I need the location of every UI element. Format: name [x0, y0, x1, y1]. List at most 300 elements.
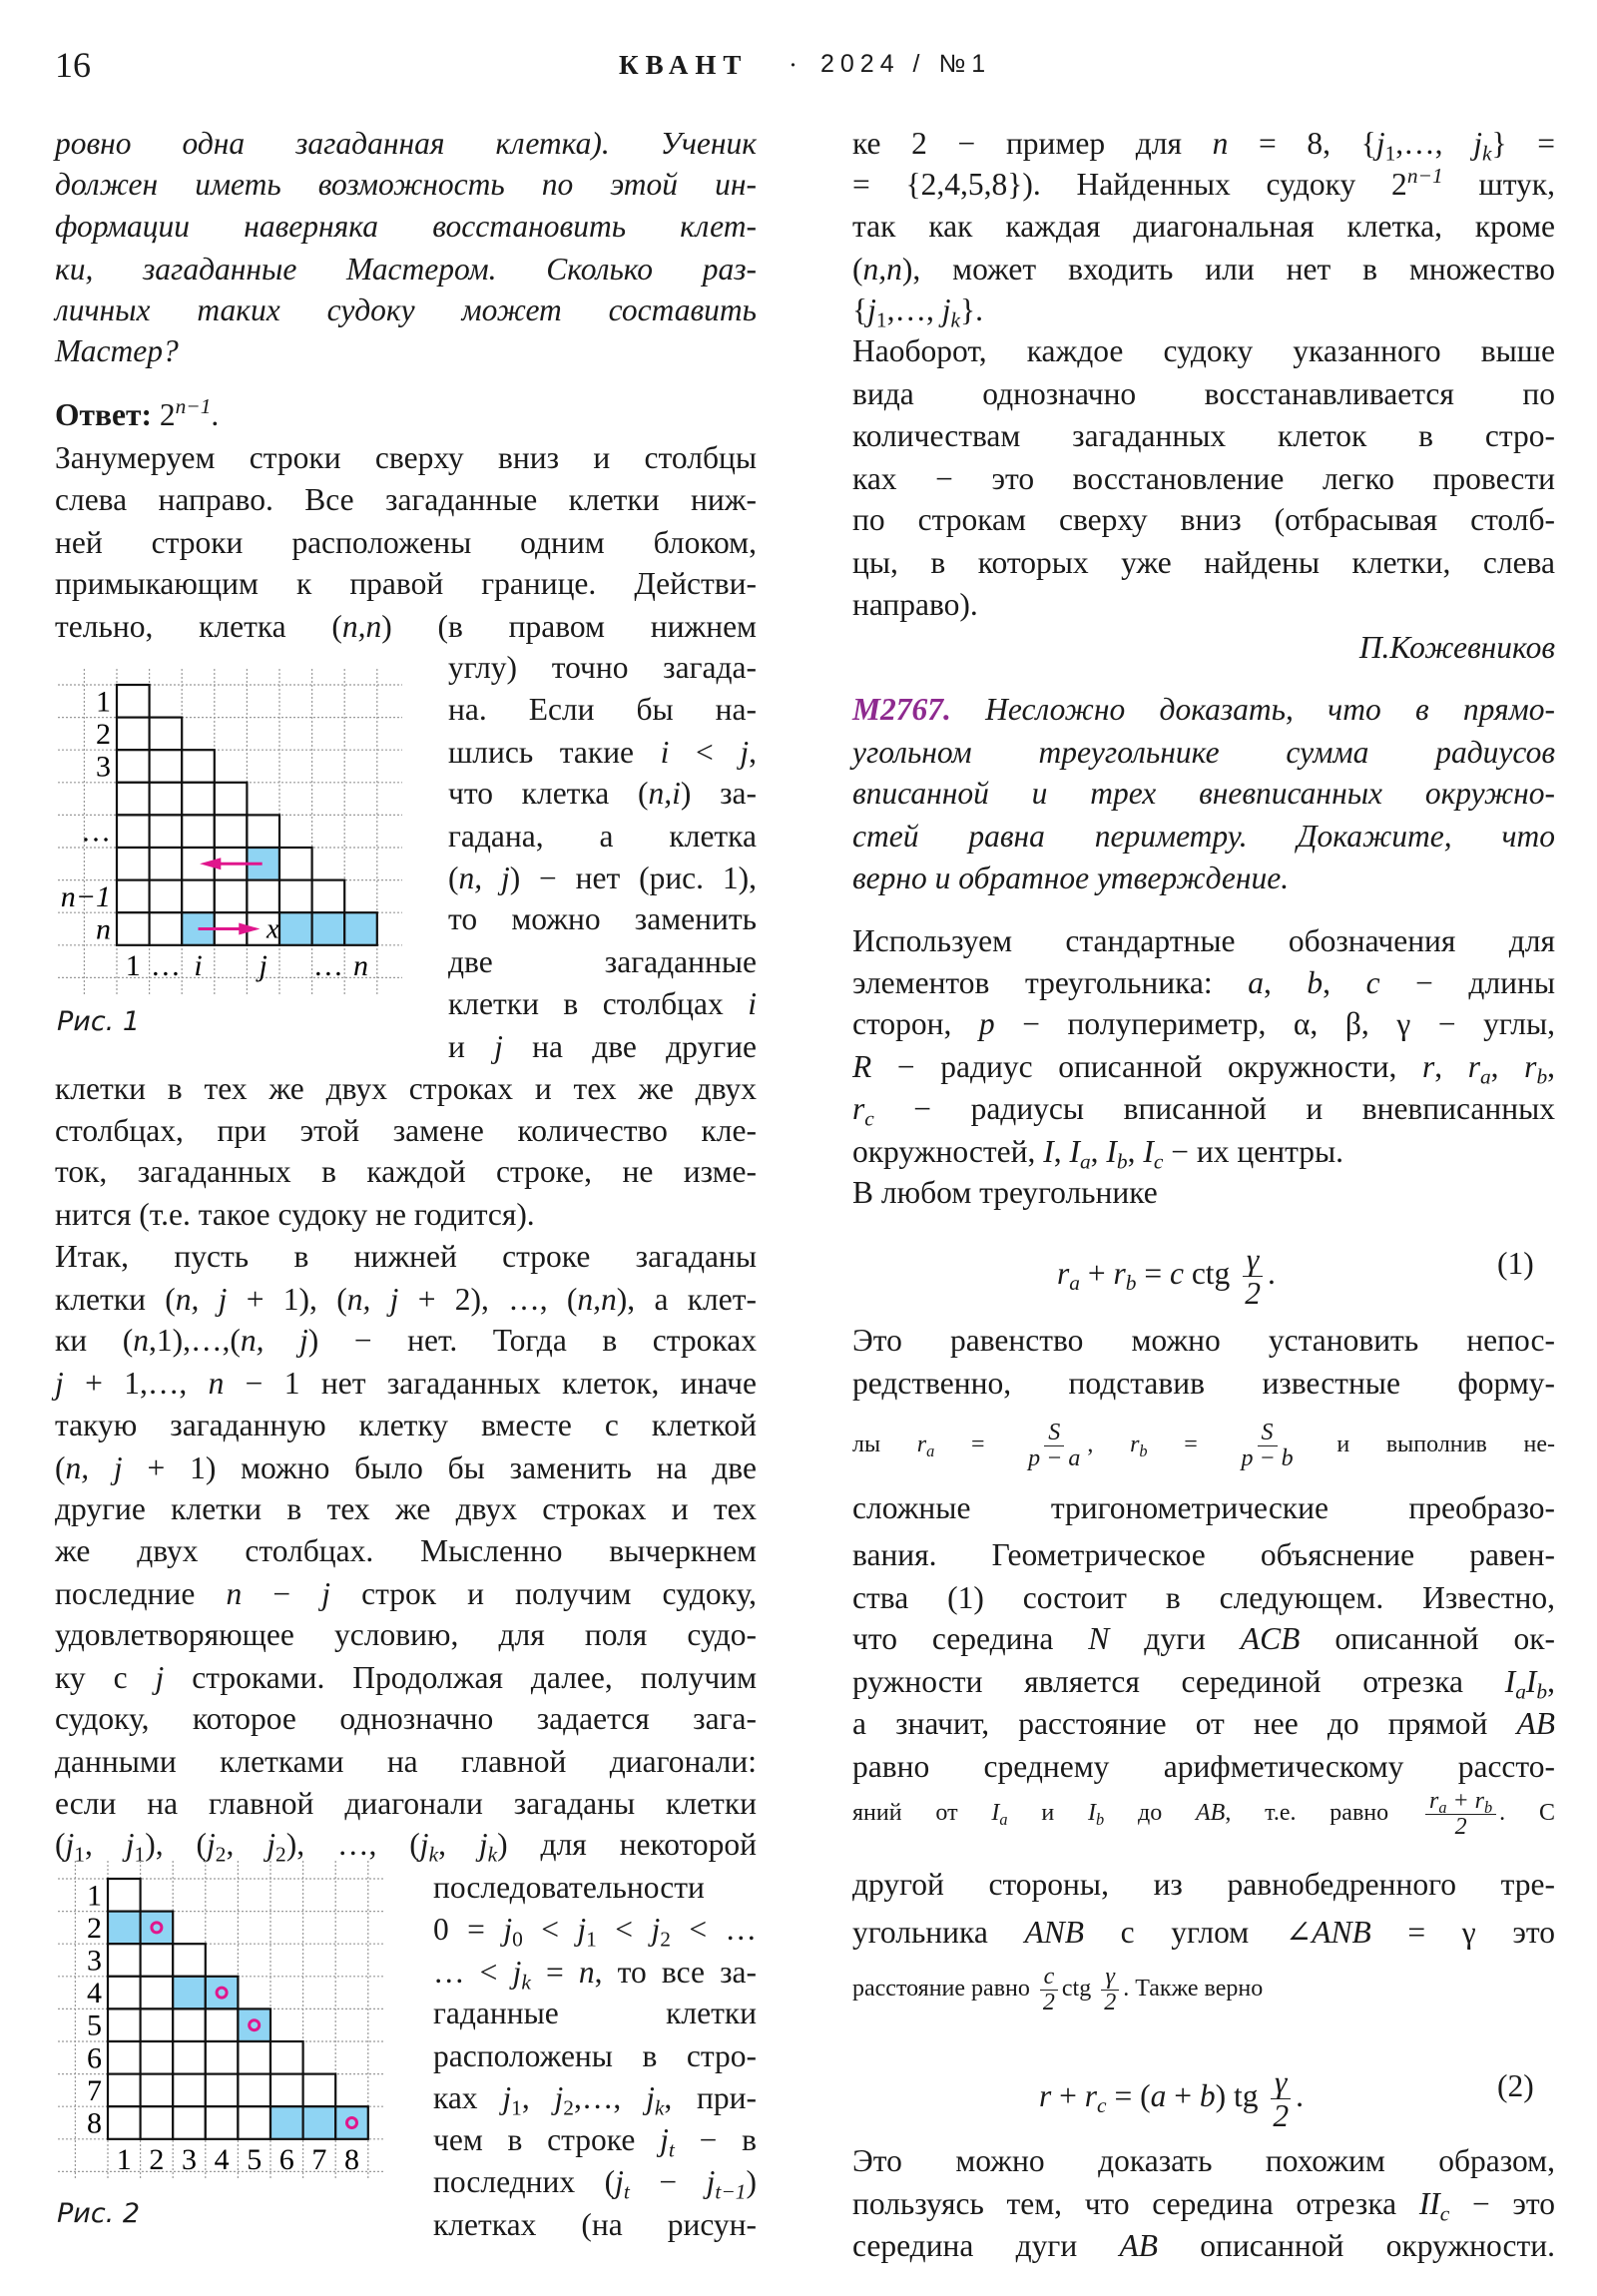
- text-segment: =: [1136, 1255, 1170, 1291]
- math-italic: r: [1130, 1432, 1140, 1458]
- grid-cell: [173, 2106, 206, 2139]
- fraction-denominator: [1024, 1446, 1084, 1471]
- math-italic: b: [1199, 2077, 1216, 2113]
- math-italic: j: [577, 1911, 587, 1947]
- grid-cell: [206, 2106, 239, 2139]
- text-line: [852, 249, 1555, 290]
- superscript: n−1: [1406, 164, 1443, 189]
- fraction-denominator: [1241, 1277, 1265, 1310]
- subscript: b: [1484, 1797, 1493, 1817]
- text-segment: ,: [1127, 1133, 1144, 1169]
- grid-cell: [141, 1912, 174, 1945]
- math-italic: c: [1365, 964, 1380, 1000]
- text-line: [852, 584, 1555, 626]
- text-segment: формации наверняка восстановить клет-: [55, 208, 757, 244]
- subscript: a: [1079, 1149, 1091, 1174]
- subscript: b: [1536, 1679, 1548, 1704]
- subscript: 1: [134, 1842, 146, 1867]
- text-line: [852, 773, 1555, 815]
- text-line: [852, 1618, 1555, 1660]
- equation-number-1: (1): [1497, 1246, 1534, 1281]
- math-italic: I: [1106, 1133, 1117, 1169]
- text-line: [852, 1088, 1555, 1130]
- subscript: a: [999, 1809, 1008, 1829]
- text-segment: , т.е. равно: [1225, 1799, 1422, 1826]
- text-segment: ): [746, 2163, 757, 2199]
- text-segment: расстояние равно: [852, 1976, 1036, 2003]
- text-segment: + 1) можно было бы заменить на две: [122, 1449, 757, 1485]
- text-line: [55, 1279, 757, 1321]
- text-segment: ,: [1547, 1664, 1555, 1700]
- grid-cell: [150, 815, 183, 848]
- grid-cell: [141, 1977, 174, 2009]
- text-segment: S: [1048, 1419, 1061, 1445]
- text-line: [433, 2077, 757, 2119]
- row-label: 2: [96, 717, 111, 751]
- text-segment: 2: [1245, 1276, 1261, 1312]
- text-segment: количествам загаданных клеток в стро-: [852, 417, 1555, 453]
- text-line: [55, 1151, 757, 1193]
- row-label: 5: [87, 2009, 102, 2042]
- fraction-denominator: [1100, 1991, 1120, 2015]
- subscript: 2: [215, 1842, 227, 1867]
- text-segment: строками. Продолжая далее, получим: [164, 1659, 758, 1695]
- text-line: [852, 1577, 1555, 1619]
- text-segment: что середина: [852, 1621, 1089, 1657]
- column-label: 8: [344, 2142, 359, 2176]
- text-segment: <: [522, 1911, 578, 1947]
- math-italic: j: [651, 1911, 661, 1947]
- text-segment: (: [55, 1827, 66, 1863]
- text-line: [433, 1909, 757, 1951]
- column-label: …: [312, 948, 343, 982]
- text-line: [852, 1787, 1555, 1840]
- text-line: [852, 1003, 1555, 1045]
- text-line: [852, 1661, 1555, 1703]
- math-italic: i: [660, 734, 670, 770]
- math-italic: c: [1169, 1255, 1184, 1291]
- grid-cell: [215, 783, 248, 816]
- grid-cell: [238, 2074, 270, 2107]
- text-line: [433, 1952, 757, 1994]
- text-segment: (: [55, 1449, 66, 1485]
- math-italic: n,i: [648, 776, 681, 812]
- math-italic: j: [660, 2122, 669, 2158]
- column-label: i: [194, 948, 203, 982]
- math-italic: j: [266, 1827, 276, 1863]
- text-segment: ней строки расположены одним блоком,: [55, 524, 757, 560]
- grid-cell: [335, 2106, 368, 2139]
- text-line: [55, 522, 757, 564]
- grid-cell: [150, 880, 183, 913]
- math-italic: j: [1375, 125, 1385, 161]
- grid-cell: [279, 880, 312, 913]
- math-italic: r: [1039, 2077, 1052, 2113]
- text-segment: <: [669, 734, 741, 770]
- text-segment: p − b: [1241, 1445, 1294, 1472]
- text-segment: , при-: [664, 2079, 757, 2115]
- figure-2-caption: Рис. 2: [57, 2198, 141, 2229]
- column-label: 1: [116, 2142, 132, 2176]
- text-line: [55, 1236, 757, 1278]
- subscript: b: [1139, 1441, 1148, 1461]
- grid-cell: [279, 848, 312, 880]
- text-line: [448, 858, 757, 899]
- math-italic: j: [512, 1954, 522, 1990]
- subscript: b: [1125, 1271, 1137, 1296]
- grid-cell: [150, 750, 183, 783]
- grid-cell: [150, 783, 183, 816]
- subscript: a: [926, 1441, 935, 1461]
- text-segment: вания. Геометрическое объяснение равен-: [852, 1537, 1555, 1572]
- text-segment: клетки в тех же двух строках и тех же двух: [55, 1071, 757, 1107]
- math-italic: П.Кожевников: [1358, 629, 1555, 665]
- text-segment: ), …, (: [285, 1827, 420, 1863]
- text-line: [852, 920, 1555, 962]
- math-italic: j: [615, 2163, 624, 2199]
- column-label: j: [259, 948, 267, 982]
- text-segment: γ: [1275, 2064, 1288, 2099]
- text-segment: −: [629, 2163, 707, 2199]
- math-italic: r: [1524, 1049, 1537, 1085]
- math-italic: r: [852, 1090, 865, 1126]
- text-line: [55, 1447, 757, 1489]
- subscript: t: [668, 2137, 675, 2162]
- fraction-numerator: [1425, 1789, 1496, 1815]
- text-segment: личных таких судоку может составить: [55, 292, 757, 327]
- text-line: [448, 773, 757, 815]
- math-italic: a: [1150, 2077, 1167, 2113]
- row-label: 7: [87, 2073, 102, 2107]
- text-segment: ) за-: [680, 776, 758, 812]
- text-segment: последних (: [433, 2163, 616, 2199]
- grid-cell: [173, 1977, 206, 2009]
- text-segment: + 2), …, (: [398, 1281, 578, 1317]
- text-line: [852, 2225, 1555, 2267]
- text-segment: ,: [1490, 1049, 1525, 1085]
- text-segment: .: [1267, 1255, 1276, 1291]
- column-label: …: [150, 948, 181, 982]
- text-segment: + 1,…,: [63, 1366, 209, 1402]
- subscript: 1: [74, 1842, 85, 1867]
- text-line: [852, 415, 1555, 457]
- text-segment: ,: [1087, 1432, 1131, 1458]
- text-line: [448, 983, 757, 1025]
- math-italic: n, j: [346, 1281, 399, 1317]
- grid-cell: [182, 815, 215, 848]
- text-segment: ,: [749, 734, 757, 770]
- grid-cell: [150, 718, 183, 751]
- text-segment: S: [1261, 1419, 1274, 1445]
- text-segment: {: [852, 292, 868, 327]
- text-segment: .: [1296, 2077, 1304, 2113]
- row-label: n: [96, 912, 111, 946]
- subscript: k: [487, 1842, 498, 1867]
- text-segment: редственно, подставив известные форму-: [852, 1366, 1555, 1402]
- subscript: t−1: [715, 2179, 747, 2204]
- fraction-numerator: [1044, 1421, 1064, 1446]
- text-segment: ,1),…,(: [148, 1323, 241, 1359]
- grid-cell: [117, 912, 150, 945]
- text-segment: последние: [55, 1575, 227, 1611]
- text-segment: другой стороны, из равнобедренного тре-: [852, 1867, 1555, 1903]
- fraction-numerator: [1243, 1243, 1263, 1277]
- text-segment: то можно заменить: [448, 901, 757, 937]
- text-segment: ) − нет. Тогда в строках: [307, 1323, 757, 1359]
- problem-number: М2767.: [852, 691, 951, 727]
- text-segment: ,…,: [574, 2079, 647, 2115]
- grid-cell: [108, 1944, 141, 1977]
- grid-cell: [206, 2041, 239, 2074]
- text-segment: ке 2 − пример для: [852, 125, 1213, 161]
- text-segment: должен иметь возможность по этой ин-: [55, 167, 757, 203]
- text-segment: ток, загаданных в каждой строке, не изме-: [55, 1154, 757, 1190]
- text-segment: что клетка (: [448, 776, 649, 812]
- text-segment: p − a: [1028, 1445, 1081, 1472]
- text-segment: клетках (на рисун-: [433, 2206, 757, 2242]
- text-segment: − это: [1449, 2186, 1555, 2222]
- math-italic: n,n: [862, 251, 902, 287]
- math-italic: I: [991, 1799, 1000, 1826]
- math-italic: II: [1418, 2186, 1440, 2222]
- math-italic: n: [133, 1323, 149, 1359]
- text-segment: ,…,: [886, 292, 942, 327]
- text-line: [852, 123, 1555, 165]
- fraction: [1039, 1965, 1059, 2015]
- grid-cell: [150, 912, 183, 945]
- subscript: c: [864, 1106, 874, 1131]
- fraction-denominator: [1451, 1815, 1471, 1840]
- text-line: [55, 1573, 757, 1615]
- text-segment: = γ это: [1370, 1914, 1555, 1950]
- text-segment: же двух столбцах. Мысленно вычеркнем: [55, 1532, 757, 1568]
- text-segment: =: [934, 1432, 1022, 1458]
- text-segment: +: [1079, 1255, 1114, 1291]
- math-italic: n: [1212, 125, 1229, 161]
- text-line: [852, 206, 1555, 248]
- text-segment: так как каждая диагональная клетка, кроме: [852, 208, 1555, 244]
- fraction: [1024, 1421, 1084, 1471]
- math-italic: I: [1525, 1664, 1537, 1700]
- grid-cell: [206, 2009, 239, 2041]
- text-segment: =: [1147, 1432, 1235, 1458]
- text-line: [433, 1993, 757, 2034]
- text-line: [852, 1131, 1555, 1173]
- grid-cell: [141, 2041, 174, 2074]
- text-segment: последовательности: [433, 1870, 705, 1906]
- text-segment: другие клетки в тех же двух строках и тех: [55, 1491, 757, 1527]
- bold-label: Ответ:: [55, 397, 152, 433]
- grid-cell: [173, 1944, 206, 1977]
- text-line: [852, 1703, 1555, 1745]
- text-segment: ,: [1263, 964, 1308, 1000]
- text-segment: строк и получим судоку,: [330, 1575, 757, 1611]
- column-label: 2: [149, 2142, 165, 2176]
- text-segment: В любом треугольнике: [852, 1175, 1158, 1211]
- figure-1-caption: Рис. 1: [57, 1006, 141, 1037]
- grid-cell: [173, 2074, 206, 2107]
- fraction: [1269, 2065, 1293, 2132]
- math-italic: j: [941, 292, 951, 327]
- text-segment: угольника: [852, 1914, 1025, 1950]
- grid-cell: [108, 2074, 141, 2107]
- math-italic: n,n: [577, 1281, 617, 1317]
- header-separator: ·: [789, 50, 798, 80]
- text-line: [55, 437, 757, 479]
- math-italic: R: [852, 1049, 872, 1085]
- subscript: k: [950, 307, 960, 332]
- grid-cell: [173, 2041, 206, 2074]
- grid-cell: [108, 2106, 141, 2139]
- text-line: [55, 164, 757, 206]
- grid-cell: [141, 2074, 174, 2107]
- text-segment: элементов треугольника:: [852, 964, 1249, 1000]
- grid-cell: [182, 783, 215, 816]
- text-segment: данными клетками на главной диагонали:: [55, 1744, 757, 1780]
- grid-cell: [312, 912, 345, 945]
- column-label: 7: [311, 2142, 327, 2176]
- grid-cell: [141, 2009, 174, 2041]
- math-italic: j: [478, 1827, 488, 1863]
- text-segment: ctg: [1183, 1255, 1239, 1291]
- math-italic: r: [1057, 1255, 1070, 1291]
- math-italic: AB: [1516, 1705, 1555, 1741]
- math-italic: j: [207, 1827, 216, 1863]
- text-segment: … <: [433, 1954, 513, 1990]
- text-segment: верно и обратное утверждение.: [852, 860, 1290, 895]
- text-segment: стей равна периметру. Докажите, что: [852, 819, 1555, 855]
- text-segment: = (: [1106, 2077, 1151, 2113]
- text-line: [852, 373, 1555, 415]
- math-italic: n: [578, 1954, 595, 1990]
- text-line: [852, 732, 1555, 774]
- text-segment: Итак, пусть в нижней строке загаданы: [55, 1238, 757, 1274]
- text-line: [55, 249, 757, 290]
- math-italic: j: [155, 1659, 165, 1695]
- text-segment: тельно, клетка (: [55, 608, 342, 644]
- text-line: [55, 1194, 757, 1236]
- text-segment: чем в строке: [433, 2122, 661, 2158]
- column-label: 3: [182, 2142, 197, 2176]
- formula-1: [1057, 1243, 1276, 1310]
- subscript: k: [428, 1842, 439, 1867]
- math-italic: r: [1084, 2077, 1098, 2113]
- text-segment: по строкам сверху вниз (отбрасывая столб-: [852, 502, 1555, 538]
- text-line: [852, 962, 1555, 1004]
- text-segment: слева направо. Все загаданные клетки ниж-: [55, 481, 757, 517]
- text-segment: ,: [1323, 964, 1366, 1000]
- text-segment: ,: [226, 1827, 267, 1863]
- text-segment: Это можно доказать похожим образом,: [852, 2143, 1555, 2179]
- fraction-numerator: [1101, 1965, 1118, 1991]
- math-italic: j: [502, 2079, 512, 2115]
- grid-cell: [108, 1912, 141, 1945]
- row-label: 3: [87, 1944, 102, 1978]
- text-segment: ) для некоторой: [497, 1827, 758, 1863]
- text-line: [852, 1534, 1555, 1576]
- text-segment: , то все за-: [594, 1954, 758, 1990]
- text-line: [852, 816, 1555, 858]
- math-italic: r: [1113, 1255, 1126, 1291]
- text-line: [852, 1746, 1555, 1788]
- math-italic: r: [1467, 1049, 1480, 1085]
- text-segment: нится (т.е. такое судоку не годится).: [55, 1197, 535, 1233]
- text-segment: вида однозначно восстанавливается по: [852, 376, 1555, 412]
- text-line: [448, 1026, 757, 1068]
- column-label: 6: [278, 2142, 294, 2176]
- grid-cell: [238, 2041, 270, 2074]
- text-segment: с углом ∠: [1084, 1914, 1313, 1950]
- math-italic: n, j: [175, 1281, 228, 1317]
- grid-cell: [117, 718, 150, 751]
- text-line: [55, 1530, 757, 1572]
- text-segment: ,: [1547, 1049, 1556, 1085]
- text-segment: окружностей,: [852, 1133, 1044, 1169]
- text-segment: Это равенство можно установить непос-: [852, 1323, 1555, 1359]
- text-line: [852, 1172, 1555, 1214]
- math-italic: j: [1473, 125, 1482, 161]
- math-italic: n, j: [240, 1323, 308, 1359]
- text-line: [55, 1783, 757, 1825]
- grid-cell: [247, 815, 279, 848]
- text-line: [55, 206, 757, 248]
- text-segment: примыкающим к правой границе. Действи-: [55, 565, 757, 601]
- text-segment: c: [1043, 1963, 1055, 1990]
- text-segment: направо).: [852, 586, 978, 622]
- text-segment: Занумеруем строки сверху вниз и столбцы: [55, 440, 757, 476]
- text-segment: Используем стандартные обозначения для: [852, 923, 1555, 959]
- grid-cell: [117, 685, 150, 718]
- math-italic: n,n: [341, 608, 382, 644]
- subscript: 1: [511, 2094, 522, 2119]
- math-italic: b: [1307, 964, 1324, 1000]
- grid-cell: [117, 880, 150, 913]
- text-segment: 2: [1454, 1813, 1467, 1840]
- text-segment: + 1), (: [227, 1281, 347, 1317]
- math-italic: AB: [1119, 2227, 1158, 2263]
- text-line: [852, 1912, 1555, 1954]
- text-segment: ства (1) состоит в следующем. Известно,: [852, 1579, 1555, 1615]
- text-segment: расположены в стро-: [433, 2038, 757, 2074]
- text-line: [852, 1419, 1555, 1472]
- text-line: [448, 816, 757, 858]
- fraction-numerator: [1271, 2065, 1291, 2099]
- text-segment: γ: [1105, 1963, 1115, 1990]
- text-line: [852, 1963, 1555, 2016]
- math-italic: n: [226, 1575, 243, 1611]
- math-italic: r: [1474, 1787, 1485, 1814]
- text-segment: описанной окружности.: [1157, 2227, 1555, 2263]
- grid-cell: [150, 848, 183, 880]
- text-line: [55, 1320, 757, 1362]
- text-segment: Мастер?: [55, 333, 179, 369]
- target-cell-marker: x: [266, 913, 279, 945]
- grid-cell: [108, 1879, 141, 1912]
- math-italic: j: [55, 1366, 64, 1402]
- math-italic: I: [1088, 1799, 1097, 1826]
- text-segment: ку с: [55, 1659, 156, 1695]
- text-line: [433, 2161, 757, 2203]
- text-segment: до: [1104, 1799, 1197, 1826]
- text-segment: − их центры.: [1163, 1133, 1344, 1169]
- text-segment: ках: [433, 2079, 503, 2115]
- math-italic: a: [1248, 964, 1264, 1000]
- fraction-numerator: [1258, 1421, 1278, 1446]
- text-segment: вписанной и трех вневписанных окружно-: [852, 776, 1555, 812]
- subscript: a: [1069, 1271, 1080, 1296]
- subscript: b: [1096, 1809, 1105, 1829]
- text-line: [448, 689, 757, 731]
